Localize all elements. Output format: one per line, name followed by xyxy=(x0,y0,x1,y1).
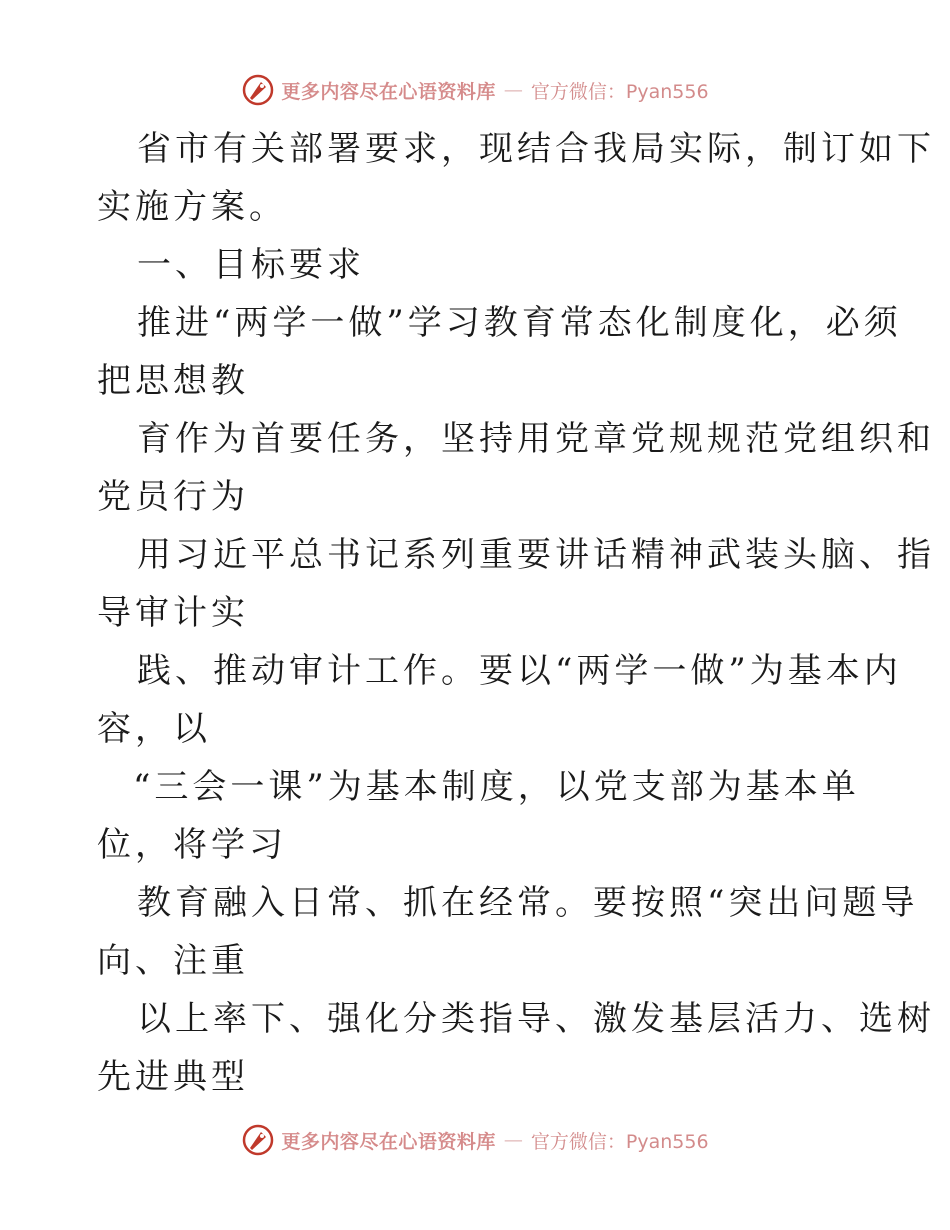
text-line: 党员行为 xyxy=(97,477,249,517)
banner-contact: 官方微信：Pyan556 xyxy=(530,80,709,103)
text-line: “三会一课”为基本制度，以党支部为基本单 xyxy=(133,767,860,807)
banner-separator: — xyxy=(503,1129,523,1151)
text-line: 教育融入日常、抓在经常。要按照“突出问题导 xyxy=(137,883,919,923)
text-line: 实施方案。 xyxy=(97,187,287,227)
text-line: 把思想教 xyxy=(97,361,249,401)
text-line: 位，将学习 xyxy=(97,825,287,865)
pen-nib-logo-icon xyxy=(241,73,275,107)
text-line: 向、注重 xyxy=(97,941,249,981)
text-line: 推进“两学一做”学习教育常态化制度化，必须 xyxy=(137,303,902,343)
banner-contact: 官方微信：Pyan556 xyxy=(530,1130,709,1153)
footer-banner xyxy=(0,1120,950,1160)
text-line: 先进典型 xyxy=(97,1057,249,1097)
banner-title: 更多内容尽在心语资料库 xyxy=(281,80,496,103)
text-line: 导审计实 xyxy=(97,593,249,633)
text-line: 践、推动审计工作。要以“两学一做”为基本内 xyxy=(137,651,902,691)
document-body xyxy=(97,120,935,1106)
text-line: 以上率下、强化分类指导、激发基层活力、选树 xyxy=(137,999,935,1039)
text-line: 省市有关部署要求，现结合我局实际，制订如下 xyxy=(137,129,935,169)
text-line: 容，以 xyxy=(97,709,211,749)
banner-separator: — xyxy=(503,79,523,101)
text-line: 用习近平总书记系列重要讲话精神武装头脑、指 xyxy=(137,535,935,575)
section-heading: 一、目标要求 xyxy=(137,245,365,285)
text-line: 育作为首要任务，坚持用党章党规规范党组织和 xyxy=(137,419,935,459)
banner-title: 更多内容尽在心语资料库 xyxy=(281,1130,496,1153)
pen-nib-logo-icon xyxy=(241,1123,275,1157)
header-banner xyxy=(0,70,950,110)
